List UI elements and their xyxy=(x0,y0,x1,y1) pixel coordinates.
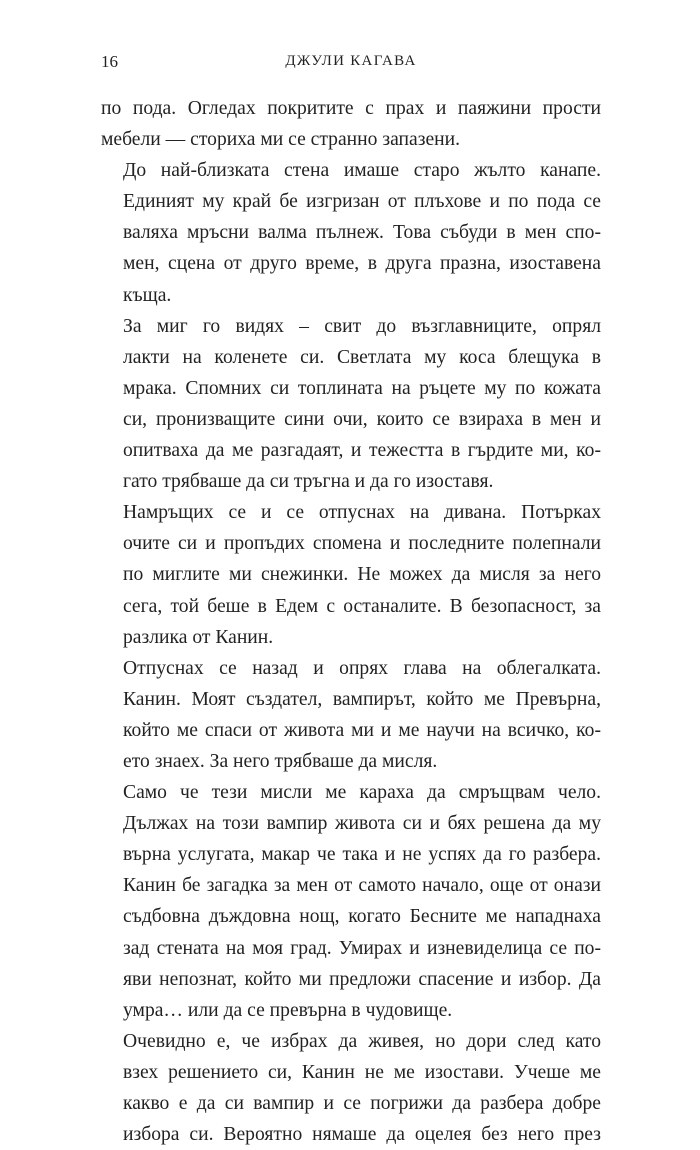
text-line: Канин бе загадка за мен от самото начало, още от онази xyxy=(123,875,601,897)
text-line: зад стената на моя град. Умирах и изневиделица се по- xyxy=(123,937,601,959)
text-line: си, пронизващите сини очи, които се взираха в мен и xyxy=(123,408,601,430)
text-line: сега, той беше в Едем с останалите. В безопасност, за xyxy=(123,595,601,617)
text-line: Намръщих се и се отпуснах на дивана. Потърках xyxy=(123,502,601,524)
text-line: яви непознат, който ми предложи спасение и избор. Да xyxy=(123,968,601,990)
page-number: 16 xyxy=(101,52,118,71)
text-line: До най-близката стена имаше старо жълто канапе. xyxy=(123,160,601,182)
text-line: взех решението си, Канин не ме изостави. Учеше ме xyxy=(123,1061,601,1083)
paragraph xyxy=(101,93,601,155)
text-line: очите си и пропъдих спомена и последните полепнали xyxy=(123,533,601,555)
text-line: съдбовна дъждовна нощ, когато Бесните ме нападнаха xyxy=(123,906,601,928)
running-head-author: ДЖУЛИ КАГАВА xyxy=(285,53,417,69)
text-line: който ме спаси от живота ми и ме научи на всичко, ко- xyxy=(123,719,601,741)
text-line: ето знаех. За него трябваше да мисля. xyxy=(123,750,438,772)
text-line: гато трябваше да си тръгна и да го изоставя. xyxy=(123,471,494,493)
text-line: умра… или да се превърна в чудовище. xyxy=(123,999,453,1021)
text-line: избора си. Вероятно нямаше да оцелея без него през xyxy=(123,1124,601,1146)
text-line: по миглите ми снежинки. Не можех да мисля за него xyxy=(123,564,601,586)
text-line: какво е да си вампир и се погрижи да разбера добре xyxy=(123,1093,601,1114)
text-line: Дължах на този вампир живота си и бях решена да му xyxy=(123,813,601,835)
text-line: лакти на коленете си. Светлата му коса блещука в xyxy=(123,346,601,368)
paragraph xyxy=(101,155,601,310)
paragraph xyxy=(101,653,601,777)
text-line: мрака. Спомних си топлината на ръцете му по кожата xyxy=(123,377,601,399)
body-text xyxy=(101,93,601,1150)
page-header xyxy=(101,50,601,74)
text-line: върна услугата, макар че така и не успях да го разбера. xyxy=(123,844,601,866)
text-line: разлика от Канин. xyxy=(123,626,274,648)
text-line: Отпуснах се назад и опрях глава на облегалката. xyxy=(123,657,601,679)
paragraph xyxy=(101,1026,601,1150)
text-line: опитваха да ме разгадаят, и тежестта в гърдите ми, ко- xyxy=(123,440,601,462)
text-line: мен, сцена от друго време, в друга празна, изоставена xyxy=(123,253,601,275)
paragraph xyxy=(101,777,601,1026)
text-line: Очевидно е, че избрах да живея, но дори след като xyxy=(123,1030,601,1052)
text-line: За миг го видях – свит до възглавниците, опрял xyxy=(123,315,601,337)
paragraph xyxy=(101,311,601,498)
text-line: Канин. Моят създател, вампирът, който ме Превърна, xyxy=(123,688,601,710)
text-line: по пода. Огледах покритите с прах и паяжини прости xyxy=(101,98,601,119)
text-line: валяха мръсни валма пълнеж. Това събуди в мен спо- xyxy=(123,222,601,244)
text-line: Единият му край бе изгризан от плъхове и по пода се xyxy=(123,191,601,213)
paragraph xyxy=(101,497,601,652)
text-line: Само че тези мисли ме караха да смръщвам чело. xyxy=(123,782,601,804)
text-line: къща. xyxy=(123,284,172,306)
text-line: мебели — сториха ми се странно запазени. xyxy=(101,129,461,151)
